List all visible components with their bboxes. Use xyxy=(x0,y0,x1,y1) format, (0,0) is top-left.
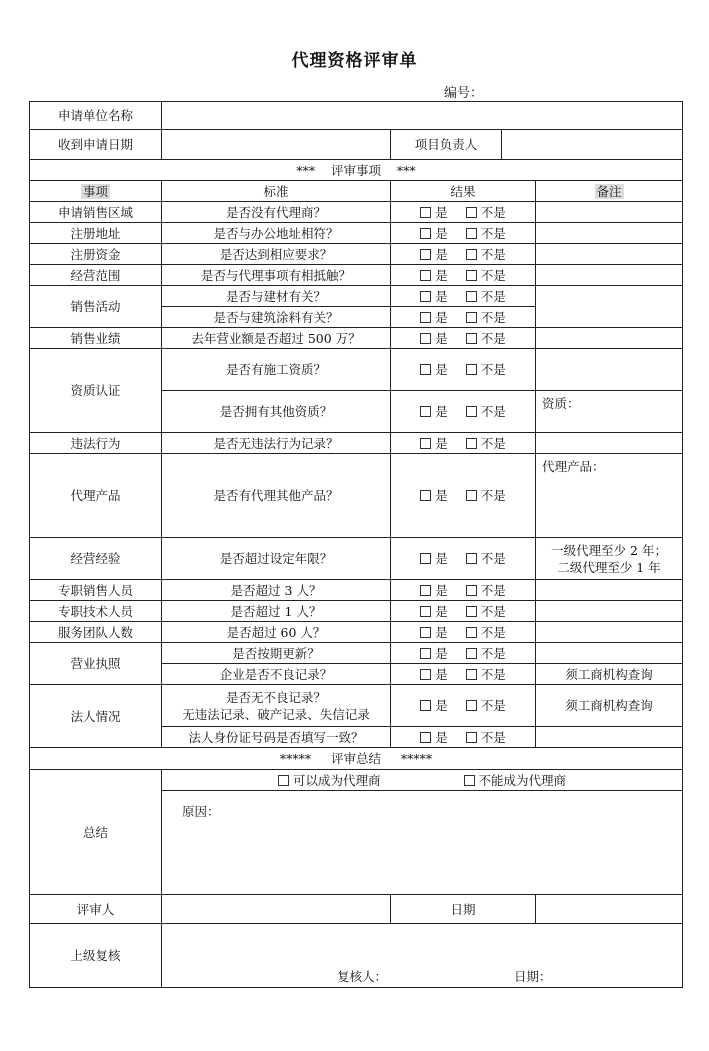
table-row xyxy=(30,328,683,349)
applicant-unit-row xyxy=(30,102,683,130)
row-criteria: 是否与建筑涂料有关？ xyxy=(162,307,391,328)
header-criteria: 标准 xyxy=(162,181,391,202)
serial-number-label: 编号： xyxy=(444,86,484,101)
table-row xyxy=(30,622,683,643)
table-row xyxy=(30,202,683,223)
row-item-label: 代理产品 xyxy=(30,454,162,538)
row-item-label: 服务团队人数 xyxy=(30,622,162,643)
summary-label: 总结 xyxy=(30,770,162,895)
row-criteria: 是否与代理事项有相抵触？ xyxy=(162,265,391,286)
checkbox-icon xyxy=(466,207,477,218)
row-item-label: 专职技术人员 xyxy=(30,601,162,622)
row-note[interactable] xyxy=(536,349,683,391)
result-options xyxy=(391,643,536,664)
table-row xyxy=(30,601,683,622)
yes-checkbox[interactable]: 是 xyxy=(420,582,448,599)
row-item-label: 销售活动 xyxy=(30,286,162,328)
checkbox-icon xyxy=(420,700,431,711)
no-checkbox[interactable]: 不是 xyxy=(466,309,506,326)
checkbox-icon xyxy=(466,553,477,564)
header-item: 事项 xyxy=(82,183,108,199)
row-criteria: 是否超过设定年限？ xyxy=(162,538,391,580)
review-form-table xyxy=(29,101,683,988)
no-checkbox[interactable]: 不是 xyxy=(466,666,506,683)
applicant-unit-field[interactable] xyxy=(162,102,683,130)
checkbox-icon xyxy=(466,438,477,449)
table-row xyxy=(30,433,683,454)
superior-review-label: 上级复核 xyxy=(30,924,162,988)
checkbox-icon xyxy=(420,228,431,239)
result-options xyxy=(391,307,536,328)
checkbox-icon xyxy=(420,669,431,680)
table-row xyxy=(30,349,683,391)
row-item-label: 资质认证 xyxy=(30,349,162,433)
no-checkbox[interactable]: 不是 xyxy=(466,603,506,620)
row-criteria: 是否超过 60 人？ xyxy=(162,622,391,643)
row-item-label: 注册地址 xyxy=(30,223,162,244)
yes-checkbox[interactable]: 是 xyxy=(420,225,448,242)
received-date-field[interactable] xyxy=(162,130,391,160)
result-options xyxy=(391,244,536,265)
no-checkbox[interactable]: 不是 xyxy=(466,267,506,284)
no-checkbox[interactable]: 不是 xyxy=(466,330,506,347)
row-criteria: 去年营业额是否超过 500 万？ xyxy=(162,328,391,349)
header-result: 结果 xyxy=(391,181,536,202)
row-criteria: 是否无违法行为记录？ xyxy=(162,433,391,454)
row-criteria xyxy=(162,685,391,727)
result-options xyxy=(391,202,536,223)
reviewer-label: 评审人 xyxy=(30,895,162,924)
row-criteria-line1: 是否无不良记录？ xyxy=(225,689,326,705)
row-item-label: 法人情况 xyxy=(30,685,162,748)
no-checkbox[interactable]: 不是 xyxy=(466,435,506,452)
result-options xyxy=(391,265,536,286)
yes-checkbox[interactable]: 是 xyxy=(420,288,448,305)
result-options xyxy=(391,601,536,622)
row-item-label: 销售业绩 xyxy=(30,328,162,349)
no-checkbox[interactable]: 不是 xyxy=(466,582,506,599)
reviewer-date-label: 日期 xyxy=(391,895,536,924)
checkbox-icon xyxy=(466,490,477,501)
no-checkbox[interactable]: 不是 xyxy=(466,624,506,641)
yes-checkbox[interactable]: 是 xyxy=(420,330,448,347)
checkbox-icon xyxy=(420,438,431,449)
checkbox-icon xyxy=(466,585,477,596)
checkbox-icon xyxy=(420,270,431,281)
yes-checkbox[interactable]: 是 xyxy=(420,435,448,452)
checkbox-icon xyxy=(420,207,431,218)
checkbox-icon xyxy=(466,627,477,638)
checkbox-icon xyxy=(466,312,477,323)
table-row xyxy=(30,538,683,580)
no-checkbox[interactable]: 不是 xyxy=(466,729,506,746)
review-items-section-header: *** 评审事项 *** xyxy=(30,160,683,181)
no-checkbox[interactable]: 不是 xyxy=(466,288,506,305)
result-options xyxy=(391,580,536,601)
row-criteria: 法人身份证号码是否填写一致？ xyxy=(162,727,391,748)
checkbox-icon xyxy=(420,553,431,564)
row-criteria: 是否与办公地址相符？ xyxy=(162,223,391,244)
table-row xyxy=(30,454,683,538)
row-criteria: 是否有施工资质？ xyxy=(162,349,391,391)
row-note[interactable] xyxy=(536,223,683,244)
row-note[interactable] xyxy=(536,286,683,328)
result-options xyxy=(391,328,536,349)
checkbox-icon xyxy=(466,648,477,659)
yes-checkbox[interactable]: 是 xyxy=(420,624,448,641)
summary-options xyxy=(162,770,683,791)
project-manager-field[interactable] xyxy=(502,130,683,159)
no-checkbox[interactable]: 不是 xyxy=(466,246,506,263)
checkbox-icon xyxy=(420,606,431,617)
row-note[interactable] xyxy=(536,601,683,622)
received-date-row xyxy=(30,130,683,160)
row-note[interactable] xyxy=(536,265,683,286)
checkbox-icon xyxy=(464,775,475,786)
can-be-agent-checkbox[interactable]: 可以成为代理商 xyxy=(278,772,381,789)
result-options xyxy=(391,433,536,454)
checkbox-icon xyxy=(420,627,431,638)
no-checkbox[interactable]: 不是 xyxy=(466,403,506,420)
yes-checkbox[interactable]: 是 xyxy=(420,246,448,263)
row-criteria: 是否拥有其他资质？ xyxy=(162,391,391,433)
experience-note xyxy=(536,538,683,580)
yes-checkbox[interactable]: 是 xyxy=(420,204,448,221)
no-checkbox[interactable]: 不是 xyxy=(466,225,506,242)
legal-person-note: 须工商机构查询 xyxy=(536,685,683,727)
row-criteria: 是否达到相应要求？ xyxy=(162,244,391,265)
yes-checkbox[interactable]: 是 xyxy=(420,267,448,284)
table-row xyxy=(30,580,683,601)
received-date-label: 收到申请日期 xyxy=(30,130,162,160)
reviewer-field[interactable] xyxy=(162,895,391,924)
table-row xyxy=(30,244,683,265)
superior-review-field[interactable] xyxy=(162,924,683,988)
experience-note-line2: 二级代理至少 1 年 xyxy=(557,559,661,575)
yes-checkbox[interactable]: 是 xyxy=(420,697,448,714)
checkbox-icon xyxy=(420,312,431,323)
header-note: 备注 xyxy=(596,183,622,199)
no-checkbox[interactable]: 不是 xyxy=(466,697,506,714)
checkbox-icon xyxy=(466,700,477,711)
checkbox-icon xyxy=(466,333,477,344)
row-criteria: 是否与建材有关？ xyxy=(162,286,391,307)
yes-checkbox[interactable]: 是 xyxy=(420,487,448,504)
table-row xyxy=(30,265,683,286)
business-license-note: 须工商机构查询 xyxy=(536,664,683,685)
yes-checkbox[interactable]: 是 xyxy=(420,666,448,683)
result-options xyxy=(391,223,536,244)
result-options xyxy=(391,391,536,433)
superior-reviewer-label: 复核人： xyxy=(337,969,388,984)
no-checkbox[interactable]: 不是 xyxy=(466,645,506,662)
yes-checkbox[interactable]: 是 xyxy=(420,603,448,620)
experience-note-line1: 一级代理至少 2 年； xyxy=(551,542,667,558)
checkbox-icon xyxy=(420,585,431,596)
superior-date-label: 日期： xyxy=(514,969,552,984)
row-criteria-line2: 无违法记录、破产记录、失信记录 xyxy=(182,706,370,722)
no-checkbox[interactable]: 不是 xyxy=(466,361,506,378)
checkbox-icon xyxy=(420,406,431,417)
row-item-label: 经营范围 xyxy=(30,265,162,286)
no-checkbox[interactable]: 不是 xyxy=(466,550,506,567)
row-note[interactable] xyxy=(536,328,683,349)
row-criteria: 是否没有代理商？ xyxy=(162,202,391,223)
row-criteria: 是否超过 1 人？ xyxy=(162,601,391,622)
checkbox-icon xyxy=(278,775,289,786)
checkbox-icon xyxy=(420,333,431,344)
checkbox-icon xyxy=(420,732,431,743)
row-item-label: 申请销售区域 xyxy=(30,202,162,223)
row-criteria: 是否按期更新？ xyxy=(162,643,391,664)
row-criteria: 是否超过 3 人？ xyxy=(162,580,391,601)
cannot-be-agent-checkbox[interactable]: 不能成为代理商 xyxy=(464,772,567,789)
row-note[interactable] xyxy=(536,727,683,748)
reason-label: 原因： xyxy=(182,804,220,819)
checkbox-icon xyxy=(466,669,477,680)
result-options xyxy=(391,664,536,685)
row-note[interactable] xyxy=(536,622,683,643)
table-row xyxy=(30,223,683,244)
table-row xyxy=(30,286,683,307)
row-criteria: 企业是否不良记录？ xyxy=(162,664,391,685)
checkbox-icon xyxy=(466,364,477,375)
row-item-label: 专职销售人员 xyxy=(30,580,162,601)
result-options xyxy=(391,727,536,748)
row-note[interactable] xyxy=(536,580,683,601)
table-row xyxy=(30,685,683,727)
row-item-label: 经营经验 xyxy=(30,538,162,580)
row-note[interactable] xyxy=(536,643,683,664)
row-note[interactable] xyxy=(536,202,683,223)
yes-checkbox[interactable]: 是 xyxy=(420,729,448,746)
result-options xyxy=(391,454,536,538)
checkbox-icon xyxy=(466,249,477,260)
checkbox-icon xyxy=(420,291,431,302)
result-options xyxy=(391,685,536,727)
project-manager-label: 项目负责人 xyxy=(391,130,502,159)
agency-products-note[interactable]: 代理产品： xyxy=(536,454,683,538)
result-options xyxy=(391,538,536,580)
checkbox-icon xyxy=(420,648,431,659)
no-checkbox[interactable]: 不是 xyxy=(466,204,506,221)
result-options xyxy=(391,286,536,307)
row-item-label: 违法行为 xyxy=(30,433,162,454)
checkbox-icon xyxy=(466,406,477,417)
checkbox-icon xyxy=(466,732,477,743)
row-item-label: 注册资金 xyxy=(30,244,162,265)
checkbox-icon xyxy=(466,270,477,281)
result-options xyxy=(391,622,536,643)
reason-field[interactable] xyxy=(162,791,683,895)
reviewer-date-field[interactable] xyxy=(536,895,683,924)
checkbox-icon xyxy=(420,364,431,375)
checkbox-icon xyxy=(466,291,477,302)
checkbox-icon xyxy=(466,606,477,617)
yes-checkbox[interactable]: 是 xyxy=(420,550,448,567)
checkbox-icon xyxy=(420,490,431,501)
yes-checkbox[interactable]: 是 xyxy=(420,361,448,378)
yes-checkbox[interactable]: 是 xyxy=(420,645,448,662)
table-header-row xyxy=(30,181,683,202)
row-criteria: 是否有代理其他产品？ xyxy=(162,454,391,538)
page-title: 代理资格评审单 xyxy=(291,51,418,71)
row-note[interactable] xyxy=(536,433,683,454)
result-options xyxy=(391,349,536,391)
checkbox-icon xyxy=(466,228,477,239)
checkbox-icon xyxy=(420,249,431,260)
qualification-note[interactable]: 资质： xyxy=(536,391,683,433)
row-note[interactable] xyxy=(536,244,683,265)
yes-checkbox[interactable]: 是 xyxy=(420,403,448,420)
yes-checkbox[interactable]: 是 xyxy=(420,309,448,326)
applicant-unit-label: 申请单位名称 xyxy=(30,102,162,130)
table-row xyxy=(30,643,683,664)
no-checkbox[interactable]: 不是 xyxy=(466,487,506,504)
row-item-label: 营业执照 xyxy=(30,643,162,685)
review-summary-section-header: ***** 评审总结 ***** xyxy=(30,748,683,770)
